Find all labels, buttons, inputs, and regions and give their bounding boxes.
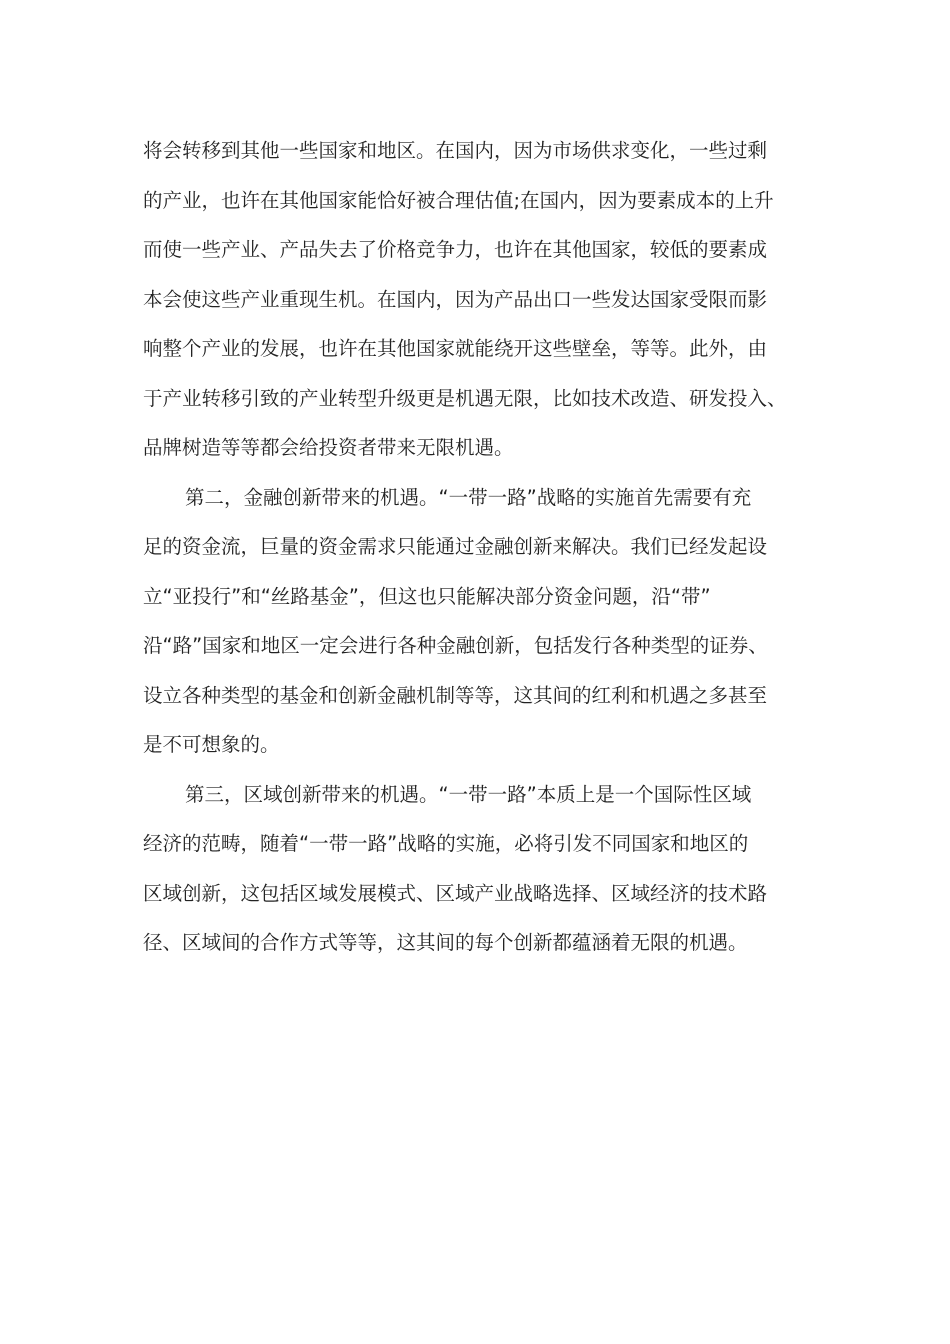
text-line: 立“亚投行”和“丝路基金”，但这也只能解决部分资金问题，沿“带” [143,584,711,608]
paragraph-2 [143,473,813,770]
text-line: 径、区域间的合作方式等等，这其间的每个创新都蕴涵着无限的机遇。 [143,931,748,954]
paragraph-3 [143,770,813,968]
text-line: 而使一些产业、产品失去了价格竞争力，也许在其他国家，较低的要素成 [143,238,768,261]
text-line: 是不可想象的。 [143,733,280,756]
text-line: 本会使这些产业重现生机。在国内，因为产品出口一些发达国家受限而影 [143,287,768,311]
text-line: 区域创新，这包括区域发展模式、区域产业战略选择、区域经济的技术路 [143,881,768,905]
text-line: 沿“路”国家和地区一定会进行各种金融创新，包括发行各种类型的证券、 [143,634,768,657]
document-body [143,126,813,968]
text-line: 将会转移到其他一些国家和地区。在国内，因为市场供求变化，一些过剩 [143,139,768,162]
paragraph-1 [143,126,813,473]
text-line: 品牌树造等等都会给投资者带来无限机遇。 [143,436,514,459]
text-line: 第三，区域创新带来的机遇。“一带一路”本质上是一个国际性区域 [185,782,752,806]
text-line: 设立各种类型的基金和创新金融机制等等，这其间的红利和机遇之多甚至 [143,683,768,707]
text-line: 的产业，也许在其他国家能恰好被合理估值;在国内，因为要素成本的上升 [143,188,774,212]
text-line: 于产业转移引致的产业转型升级更是机遇无限，比如技术改造、研发投入、 [143,386,787,410]
text-line: 响整个产业的发展，也许在其他国家就能绕开这些壁垒，等等。此外，由 [143,337,768,360]
text-line: 第二，金融创新带来的机遇。“一带一路”战略的实施首先需要有充 [185,485,752,509]
text-line: 经济的范畴，随着“一带一路”战略的实施，必将引发不同国家和地区的 [143,832,749,855]
text-line: 足的资金流，巨量的资金需求只能通过金融创新来解决。我们已经发起设 [143,535,768,558]
